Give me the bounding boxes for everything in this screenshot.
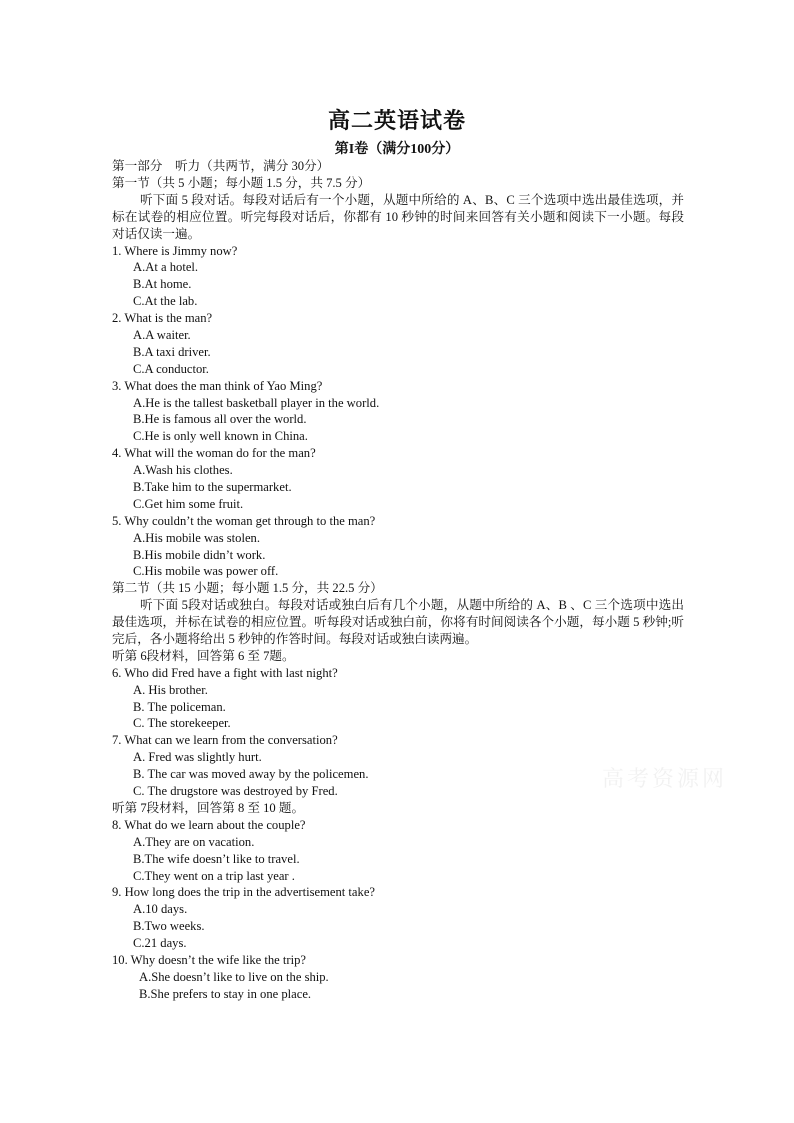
- answer-option: C.Get him some fruit.: [133, 496, 244, 511]
- question-stem: 3. What does the man think of Yao Ming?: [112, 378, 323, 393]
- material-heading: 听第 7段材料，回答第 8 至 10 题。: [112, 800, 305, 815]
- answer-option: A.Wash his clothes.: [133, 463, 233, 478]
- answer-option: A.10 days.: [133, 902, 188, 917]
- question-stem: 2. What is the man?: [112, 311, 213, 326]
- section-instructions: 听下面 5 段对话。每段对话后有一个小题，从题中所给的 A、B、C 三个选项中选出最佳选项，并标在试卷的相应位置。听完每段对话后，你都有 10 秒钟的时间来回答有关小题和阅读下一小题。每段对话仅读一遍。: [112, 192, 684, 241]
- question-stem: 6. Who did Fred have a fight with last night?: [112, 665, 338, 680]
- question-stem: 1. Where is Jimmy now?: [112, 243, 238, 258]
- watermark: 高考资源网: [602, 766, 728, 791]
- answer-option: A.A waiter.: [133, 327, 191, 342]
- question-stem: 9. How long does the trip in the advertisement take?: [112, 885, 375, 900]
- question-stem: 4. What will the woman do for the man?: [112, 446, 316, 461]
- answer-option: C.He is only well known in China.: [133, 429, 308, 444]
- answer-option: A.At a hotel.: [133, 260, 199, 275]
- answer-option: A. Fred was slightly hurt.: [133, 750, 262, 765]
- answer-option: A.His mobile was stolen.: [133, 530, 260, 545]
- question-group: [112, 817, 684, 1003]
- answer-option: B.The wife doesn’t like to travel.: [133, 851, 300, 866]
- question-group: [112, 243, 684, 581]
- answer-option: A.She doesn’t like to live on the ship.: [139, 969, 329, 984]
- answer-option: B. The car was moved away by the policemen.: [133, 767, 369, 782]
- section-heading: 第二节（共 15 小题；每小题 1.5 分，共 22.5 分）: [112, 581, 383, 596]
- answer-option: B.At home.: [133, 277, 192, 292]
- answer-option: B.He is famous all over the world.: [133, 412, 307, 427]
- section-instructions: 听下面 5段对话或独白。每段对话或独白后有几个小题，从题中所给的 A、B 、C 三个选项中选出最佳选项，并标在试卷的相应位置。听每段对话或独白前，你将有时间阅读各个小题，每小题 5 秒钟;听完后，各小题将给出 5 秒钟的作答时间。每段对话或独白读两遍。: [112, 598, 684, 647]
- answer-option: B.Two weeks.: [133, 919, 205, 934]
- answer-option: B.She prefers to stay in one place.: [139, 986, 312, 1001]
- answer-option: A.They are on vacation.: [133, 834, 255, 849]
- question-stem: 10. Why doesn’t the wife like the trip?: [112, 952, 306, 967]
- answer-option: C. The drugstore was destroyed by Fred.: [133, 784, 338, 799]
- section-heading: 第一节（共 5 小题；每小题 1.5 分，共 7.5 分）: [112, 175, 371, 190]
- question-stem: 8. What do we learn about the couple?: [112, 817, 306, 832]
- answer-option: B. The policeman.: [133, 699, 226, 714]
- exam-title: 高二英语试卷: [327, 108, 466, 133]
- exam-subtitle: 第I卷（满分100分）: [334, 142, 460, 157]
- answer-option: C.They went on a trip last year .: [133, 868, 295, 883]
- answer-option: A. His brother.: [133, 682, 208, 697]
- question-stem: 7. What can we learn from the conversation?: [112, 733, 338, 748]
- answer-option: C. The storekeeper.: [133, 716, 231, 731]
- answer-option: C.A conductor.: [133, 361, 209, 376]
- answer-option: A.He is the tallest basketball player in the world.: [133, 395, 380, 410]
- answer-option: B.His mobile didn’t work.: [133, 547, 266, 562]
- answer-option: C.His mobile was power off.: [133, 564, 279, 579]
- question-group: [112, 665, 684, 800]
- answer-option: B.A taxi driver.: [133, 344, 211, 359]
- answer-option: C.21 days.: [133, 936, 187, 951]
- part-heading: 第一部分 听力（共两节，满分 30分）: [112, 159, 330, 173]
- question-stem: 5. Why couldn’t the woman get through to the man?: [112, 513, 376, 528]
- answer-option: C.At the lab.: [133, 294, 198, 309]
- material-heading: 听第 6段材料，回答第 6 至 7题。: [112, 648, 295, 663]
- exam-body: [112, 158, 684, 1003]
- answer-option: B.Take him to the supermarket.: [133, 479, 292, 494]
